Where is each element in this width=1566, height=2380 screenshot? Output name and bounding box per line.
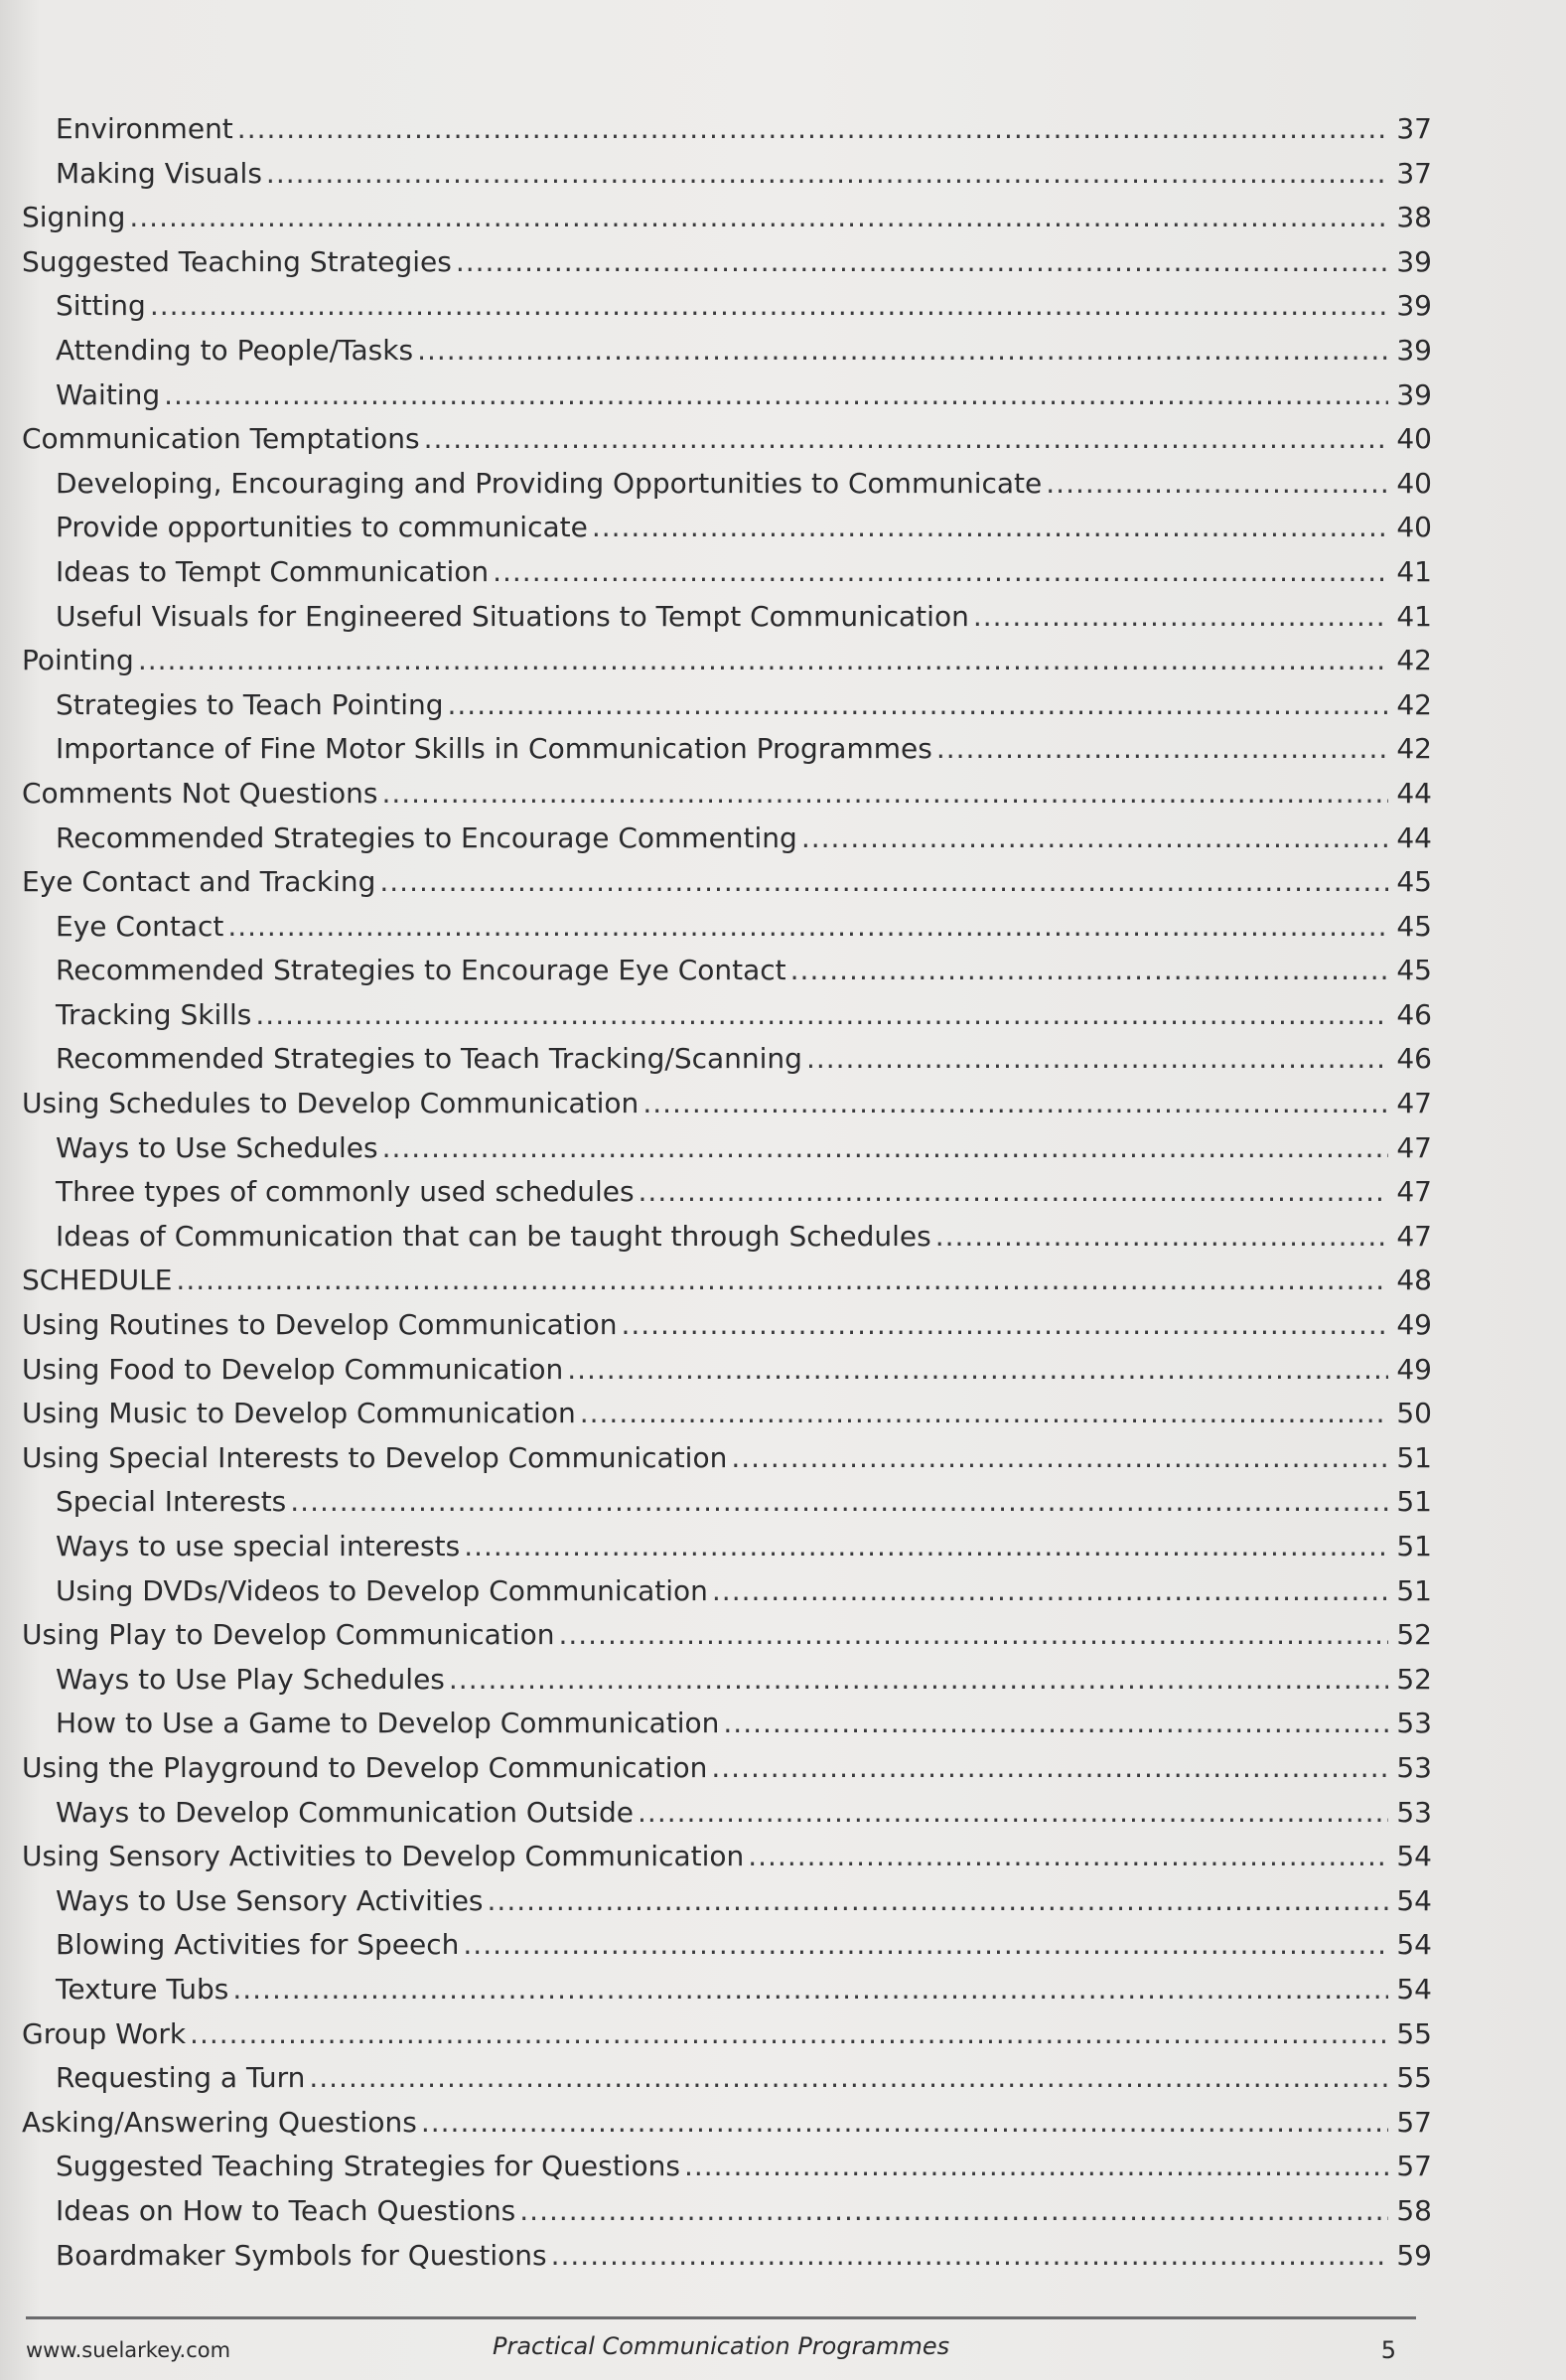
dot-leader — [580, 1392, 1389, 1436]
dot-leader — [488, 1879, 1389, 1924]
toc-entry — [22, 1525, 1432, 1569]
toc-entry — [22, 152, 1432, 197]
toc-entry-page: 57 — [1396, 2150, 1432, 2183]
toc-entry — [22, 1082, 1432, 1126]
toc-entry-title: Sitting — [56, 289, 146, 323]
toc-entry — [22, 1348, 1432, 1393]
dot-leader — [237, 107, 1389, 152]
toc-entry-title: Texture Tubs — [56, 1972, 229, 2006]
toc-entry-page: 46 — [1396, 1042, 1432, 1076]
toc-entry-page: 37 — [1396, 112, 1432, 145]
toc-entry-title: Provide opportunities to communicate — [56, 511, 588, 544]
toc-entry-title: Strategies to Teach Pointing — [56, 687, 444, 721]
toc-entry-title: Using Sensory Activities to Develop Communication — [22, 1840, 745, 1873]
toc-entry-title: Recommended Strategies to Teach Tracking/Scanning — [56, 1042, 802, 1076]
toc-entry — [22, 1037, 1432, 1082]
toc-entry-title: Recommended Strategies to Encourage Commenting — [56, 820, 797, 854]
toc-entry — [22, 1569, 1432, 1614]
toc-entry-page: 54 — [1396, 1883, 1432, 1917]
toc-entry-page: 54 — [1396, 1928, 1432, 1962]
toc-entry — [22, 284, 1432, 329]
toc-entry-page: 53 — [1396, 1750, 1432, 1784]
dot-leader — [558, 1613, 1388, 1658]
toc-entry — [22, 1303, 1432, 1348]
toc-entry — [22, 727, 1432, 772]
toc-entry — [22, 1746, 1432, 1791]
dot-leader — [382, 1126, 1389, 1171]
toc-entry-page: 37 — [1396, 156, 1432, 190]
toc-entry-title: Special Interests — [56, 1485, 287, 1519]
toc-entry-title: Ways to Use Schedules — [56, 1130, 378, 1164]
dot-leader — [551, 2234, 1389, 2279]
toc-entry-page: 42 — [1396, 732, 1432, 766]
toc-entry — [22, 329, 1432, 373]
toc-entry-title: Ways to use special interests — [56, 1530, 461, 1562]
toc-entry — [22, 506, 1432, 550]
toc-entry-title: Recommended Strategies to Encourage Eye Contact — [56, 954, 786, 987]
toc-entry-title: Suggested Teaching Strategies — [22, 244, 452, 278]
toc-entry — [22, 196, 1432, 240]
toc-entry-title: Ways to Use Play Schedules — [56, 1662, 445, 1696]
dot-leader — [456, 240, 1389, 285]
toc-entry — [22, 683, 1432, 728]
toc-entry-page: 52 — [1396, 1618, 1432, 1652]
toc-entry — [22, 417, 1432, 462]
toc-entry-title: Communication Temptations — [22, 422, 420, 456]
dot-leader — [464, 1525, 1388, 1569]
toc-entry — [22, 1480, 1432, 1525]
toc-entry-page: 54 — [1396, 1840, 1432, 1873]
toc-entry — [22, 1613, 1432, 1658]
toc-entry-title: Using Play to Develop Communication — [22, 1618, 555, 1652]
toc-entry-page: 48 — [1396, 1264, 1432, 1297]
toc-entry-page: 45 — [1396, 865, 1432, 899]
toc-entry-page: 41 — [1396, 599, 1432, 633]
toc-entry — [22, 1170, 1432, 1215]
toc-entry-title: How to Use a Game to Develop Communication — [56, 1707, 720, 1740]
dot-leader — [519, 2189, 1388, 2234]
toc-entry-page: 55 — [1396, 2061, 1432, 2095]
dot-leader — [138, 639, 1389, 683]
dot-leader — [227, 905, 1388, 950]
dot-leader — [642, 1082, 1388, 1126]
toc-entry-page: 49 — [1396, 1352, 1432, 1386]
toc-entry-title: Tracking Skills — [56, 997, 252, 1031]
toc-entry-page: 49 — [1396, 1308, 1432, 1342]
dot-leader — [266, 152, 1388, 197]
dot-leader — [150, 284, 1389, 329]
toc-entry — [22, 107, 1432, 152]
dot-leader — [448, 683, 1389, 728]
toc-entry-title: Attending to People/Tasks — [56, 333, 414, 367]
dot-leader — [638, 1791, 1388, 1836]
toc-entry-page: 39 — [1396, 244, 1432, 278]
toc-entry — [22, 550, 1432, 595]
dot-leader — [935, 1215, 1389, 1260]
dot-leader — [567, 1348, 1388, 1393]
toc-entry-title: Using the Playground to Develop Communication — [22, 1750, 708, 1784]
toc-entry — [22, 993, 1432, 1038]
toc-entry — [22, 2012, 1432, 2057]
toc-entry-title: Requesting a Turn — [56, 2061, 306, 2095]
toc-entry-page: 39 — [1396, 377, 1432, 411]
toc-entry-title: Boardmaker Symbols for Questions — [56, 2238, 547, 2272]
dot-leader — [1046, 462, 1388, 507]
toc-entry-page: 47 — [1396, 1175, 1432, 1209]
toc-entry — [22, 2101, 1432, 2146]
toc-entry-title: Waiting — [56, 377, 161, 411]
dot-leader — [973, 595, 1389, 640]
toc-entry — [22, 1879, 1432, 1924]
toc-entry-page: 51 — [1396, 1440, 1432, 1474]
toc-entry — [22, 1791, 1432, 1836]
dot-leader — [493, 550, 1388, 595]
dot-leader — [621, 1303, 1388, 1348]
toc-entry-page: 45 — [1396, 909, 1432, 943]
toc-entry-page: 40 — [1396, 511, 1432, 544]
toc-entry-page: 41 — [1396, 554, 1432, 588]
toc-entry-page: 45 — [1396, 954, 1432, 987]
toc-entry-title: Ways to Develop Communication Outside — [56, 1795, 635, 1829]
toc-entry-title: Asking/Answering Questions — [22, 2105, 417, 2139]
toc-entry — [22, 817, 1432, 861]
toc-entry-title: Using Music to Develop Communication — [22, 1397, 576, 1430]
toc-entry-title: Making Visuals — [56, 156, 262, 190]
dot-leader — [712, 1569, 1388, 1614]
toc-entry-title: Using Food to Develop Communication — [22, 1352, 564, 1386]
toc-entry — [22, 2145, 1432, 2189]
dot-leader — [463, 1923, 1388, 1968]
toc-entry-title: Using Schedules to Develop Communication — [22, 1087, 640, 1120]
toc-entry-page: 40 — [1396, 422, 1432, 456]
toc-entry-page: 47 — [1396, 1087, 1432, 1120]
toc-entry — [22, 1702, 1432, 1746]
toc-entry-page: 50 — [1396, 1397, 1432, 1430]
dot-leader — [232, 1968, 1388, 2012]
dot-leader — [639, 1170, 1389, 1215]
dot-leader — [806, 1037, 1388, 1082]
table-of-contents — [22, 107, 1432, 2278]
toc-entry-page: 51 — [1396, 1530, 1432, 1562]
dot-leader — [731, 1436, 1388, 1481]
toc-entry-page: 39 — [1396, 289, 1432, 323]
toc-entry — [22, 772, 1432, 817]
toc-entry-title: Suggested Teaching Strategies for Questions — [56, 2150, 680, 2183]
footer-book-title: Practical Communication Programmes — [493, 2332, 950, 2360]
toc-entry-title: Using DVDs/Videos to Develop Communication — [56, 1573, 708, 1607]
toc-entry-page: 44 — [1396, 820, 1432, 854]
dot-leader — [684, 2145, 1388, 2189]
toc-entry-page: 59 — [1396, 2238, 1432, 2272]
toc-entry-page: 54 — [1396, 1972, 1432, 2006]
dot-leader — [592, 506, 1389, 550]
dot-leader — [424, 417, 1389, 462]
toc-entry-title: Eye Contact — [56, 909, 224, 943]
toc-entry-page: 44 — [1396, 776, 1432, 810]
toc-entry — [22, 1126, 1432, 1171]
dot-leader — [748, 1835, 1388, 1879]
dot-leader — [801, 817, 1389, 861]
dot-leader — [309, 2056, 1388, 2101]
dot-leader — [290, 1480, 1388, 1525]
toc-entry-page: 47 — [1396, 1219, 1432, 1253]
toc-entry — [22, 639, 1432, 683]
dot-leader — [711, 1746, 1388, 1791]
toc-entry — [22, 1835, 1432, 1879]
toc-entry-title: Ways to Use Sensory Activities — [56, 1883, 484, 1917]
toc-entry — [22, 1392, 1432, 1436]
toc-entry-page: 47 — [1396, 1130, 1432, 1164]
toc-entry-title: Ideas of Communication that can be taught through Schedules — [56, 1219, 931, 1253]
footer-divider — [26, 2316, 1416, 2319]
dot-leader — [421, 2101, 1389, 2146]
toc-entry — [22, 1259, 1432, 1303]
toc-entry — [22, 1436, 1432, 1481]
dot-leader — [176, 1259, 1388, 1303]
toc-entry-title: Environment — [56, 112, 233, 145]
toc-entry — [22, 905, 1432, 950]
dot-leader — [417, 329, 1388, 373]
toc-entry-page: 40 — [1396, 466, 1432, 500]
toc-entry-page: 42 — [1396, 687, 1432, 721]
toc-entry-title: SCHEDULE — [22, 1264, 173, 1297]
toc-entry-title: Using Routines to Develop Communication — [22, 1308, 618, 1342]
dot-leader — [129, 196, 1388, 240]
toc-entry-page: 42 — [1396, 644, 1432, 677]
toc-entry — [22, 1923, 1432, 1968]
toc-entry — [22, 1215, 1432, 1260]
dot-leader — [164, 373, 1388, 418]
page-footer — [26, 2330, 1416, 2370]
toc-entry — [22, 462, 1432, 507]
dot-leader — [255, 993, 1388, 1038]
toc-entry — [22, 860, 1432, 905]
footer-website: www.suelarkey.com — [26, 2338, 231, 2362]
toc-entry — [22, 240, 1432, 285]
toc-entry-page: 38 — [1396, 201, 1432, 234]
toc-entry-page: 46 — [1396, 997, 1432, 1031]
toc-entry-title: Three types of commonly used schedules — [56, 1175, 635, 1209]
toc-entry-title: Importance of Fine Motor Skills in Communication Programmes — [56, 732, 932, 766]
toc-entry — [22, 949, 1432, 993]
dot-leader — [723, 1702, 1388, 1746]
toc-entry-page: 51 — [1396, 1485, 1432, 1519]
toc-entry — [22, 2189, 1432, 2234]
toc-entry-title: Blowing Activities for Speech — [56, 1928, 460, 1962]
toc-entry-page: 53 — [1396, 1795, 1432, 1829]
toc-entry-page: 57 — [1396, 2105, 1432, 2139]
toc-entry-title: Comments Not Questions — [22, 776, 378, 810]
dot-leader — [449, 1658, 1388, 1703]
toc-entry-title: Developing, Encouraging and Providing Opportunities to Communicate — [56, 466, 1043, 500]
toc-entry-title: Signing — [22, 201, 126, 234]
toc-entry-page: 39 — [1396, 333, 1432, 367]
dot-leader — [379, 860, 1388, 905]
dot-leader — [936, 727, 1389, 772]
toc-entry-title: Ideas on How to Teach Questions — [56, 2193, 516, 2227]
toc-entry-title: Using Special Interests to Develop Communication — [22, 1440, 728, 1474]
toc-entry-title: Group Work — [22, 2016, 187, 2050]
toc-entry-title: Eye Contact and Tracking — [22, 865, 376, 899]
dot-leader — [190, 2012, 1388, 2057]
toc-entry-title: Pointing — [22, 644, 134, 677]
toc-entry-page: 51 — [1396, 1573, 1432, 1607]
footer-page-number: 5 — [1380, 2336, 1396, 2364]
toc-entry — [22, 373, 1432, 418]
toc-entry — [22, 1658, 1432, 1703]
toc-entry-page: 58 — [1396, 2193, 1432, 2227]
toc-entry — [22, 2234, 1432, 2279]
toc-entry-page: 52 — [1396, 1662, 1432, 1696]
toc-entry — [22, 1968, 1432, 2012]
toc-entry-title: Useful Visuals for Engineered Situations to Tempt Communication — [56, 599, 969, 633]
toc-entry-title: Ideas to Tempt Communication — [56, 554, 490, 588]
toc-entry-page: 53 — [1396, 1707, 1432, 1740]
toc-entry — [22, 2056, 1432, 2101]
toc-entry — [22, 595, 1432, 640]
toc-entry-page: 55 — [1396, 2016, 1432, 2050]
dot-leader — [790, 949, 1389, 993]
dot-leader — [381, 772, 1388, 817]
